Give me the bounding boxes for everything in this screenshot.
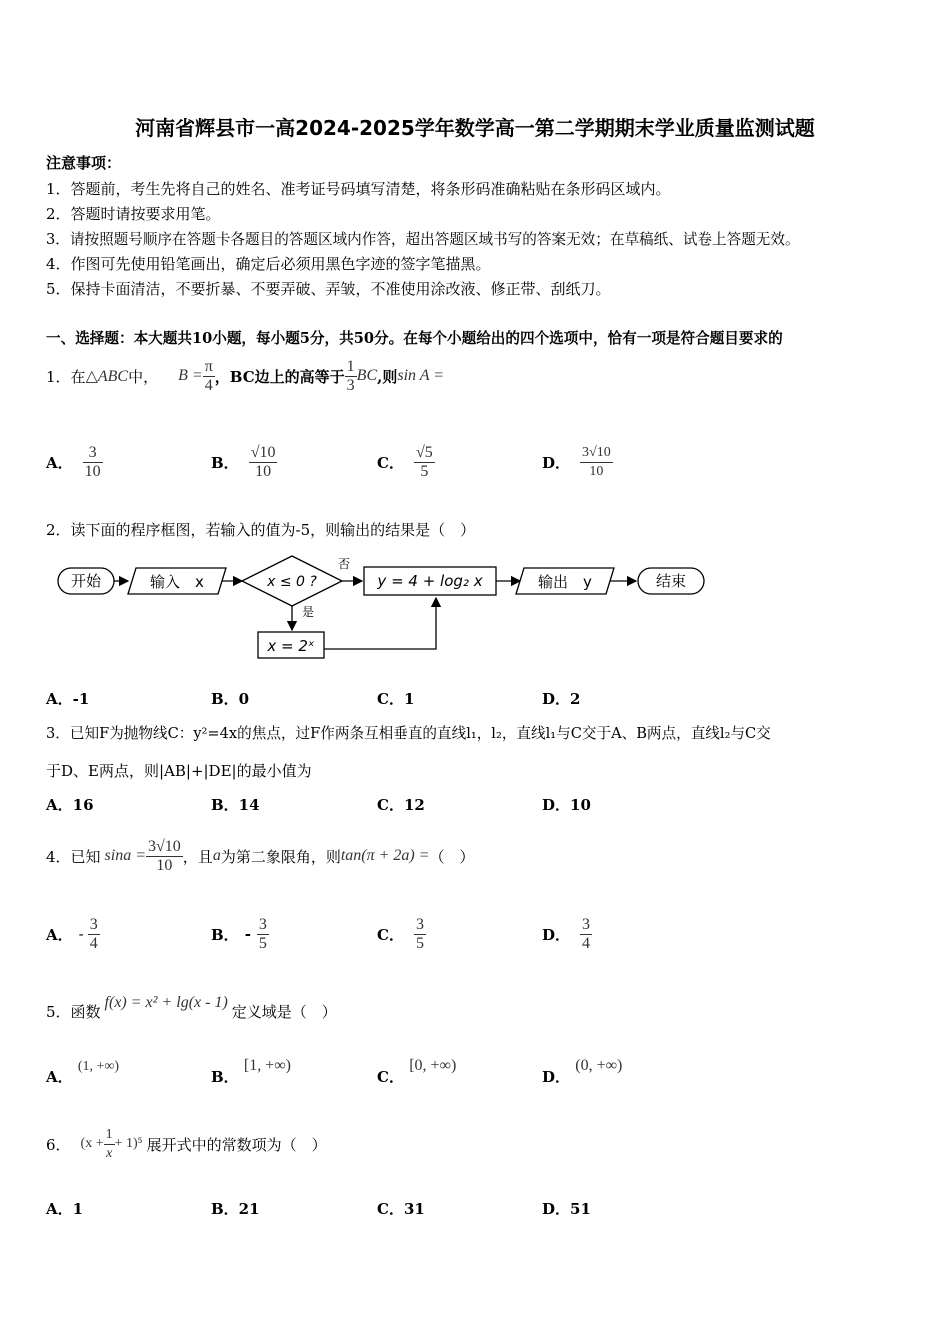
flow-calc: y = 4 + log₂ x	[377, 572, 483, 590]
q4-option-a-label: A．	[46, 925, 73, 944]
q4-d-den: 4	[582, 934, 591, 952]
q5-option-c-value: [0, +∞)	[409, 1057, 457, 1074]
q5-option-d-value: (0, +∞)	[575, 1057, 623, 1074]
q1-triangle: △ABC	[85, 368, 129, 385]
q4-option-b-value	[257, 916, 269, 953]
q4-b-num: 3	[258, 915, 267, 933]
q5-option-b[interactable]	[211, 1054, 292, 1086]
q3-option-b[interactable]: B．14	[211, 796, 260, 814]
q4-sina-fraction	[146, 838, 183, 875]
q4-b-den: 5	[258, 934, 267, 952]
question-6	[46, 1120, 327, 1168]
q4-text-b: ，且	[182, 847, 213, 866]
q3-option-d[interactable]: D．10	[542, 796, 591, 814]
q1-d-num: 3√10	[582, 444, 611, 460]
q1-b-den: 10	[255, 462, 272, 480]
flow-start: 开始	[70, 572, 102, 590]
question-4	[46, 834, 475, 878]
q4-option-a-sign: -	[78, 925, 84, 943]
q1-height-fraction	[345, 358, 357, 395]
question-3-line2: 于D、E两点，则|AB|+|DE|的最小值为	[46, 762, 312, 780]
notice-heading: 注意事项：	[46, 154, 122, 172]
q4-option-a-value	[88, 916, 100, 953]
q6-option-d[interactable]: D．51	[542, 1200, 591, 1218]
q2-option-b[interactable]: B．0	[211, 690, 250, 708]
q6-frac-num: 1	[105, 1126, 113, 1142]
flow-end: 结束	[655, 572, 687, 590]
q4-option-c[interactable]	[377, 912, 426, 956]
q1-c-num: √5	[415, 443, 433, 461]
q4-c-den: 5	[415, 934, 424, 952]
q5-option-d-label: D．	[542, 1068, 571, 1086]
q1-a-num: 3	[88, 443, 97, 461]
q4-sina-den: 10	[156, 856, 173, 874]
q2-option-d[interactable]: D．2	[542, 690, 581, 708]
q1-option-d-value	[580, 444, 613, 481]
q1-option-b-value	[249, 444, 278, 481]
q2-option-c[interactable]: C．1	[377, 690, 415, 708]
q1-height-den: 3	[346, 376, 355, 394]
question-5	[46, 996, 337, 1026]
notice-item-3: 3．请按照题号顺序在答题卡各题目的答题区域内作答，超出答题区域书写的答案无效；在草稿纸、试卷上答题无效。	[46, 231, 800, 248]
q1-d-den: 10	[589, 463, 604, 479]
q4-option-d-value	[580, 916, 592, 953]
q4-sina: sina =	[104, 847, 147, 864]
q1-text-c: ，BC边上的高等于	[214, 367, 345, 386]
q5-text-a: 5．函数	[46, 1002, 101, 1021]
q5-option-d[interactable]	[542, 1054, 623, 1086]
q6-option-b[interactable]: B．21	[211, 1200, 260, 1218]
q3-option-c[interactable]: C．12	[377, 796, 425, 814]
q1-option-a[interactable]	[46, 440, 103, 484]
flow-output: 输出 y	[538, 573, 592, 591]
question-3-line1: 3．已知F为抛物线C：y²=4x的焦点，过F作两条互相垂直的直线l₁，l₂，直线l₁与C交于A、B两点，直线l₂与C交	[46, 725, 771, 742]
q4-c-num: 3	[415, 915, 424, 933]
q4-a-num: 3	[89, 915, 98, 933]
q6-number: 6．	[46, 1135, 71, 1154]
q1-option-d[interactable]	[542, 440, 613, 484]
q1-angle-den: 4	[204, 376, 213, 394]
q4-d-num: 3	[582, 915, 591, 933]
q1-angle-num: π	[204, 357, 213, 375]
q3-option-a[interactable]: A．16	[46, 796, 94, 814]
q1-option-c[interactable]	[377, 440, 435, 484]
notice-item-5: 5．保持卡面清洁，不要折暴、不要弄破、弄皱，不准使用涂改液、修正带、刮纸刀。	[46, 280, 611, 298]
q4-a: a	[212, 847, 221, 864]
q6-option-a[interactable]: A．1	[46, 1200, 84, 1218]
q4-sina-num: 3√10	[148, 837, 181, 855]
q4-option-d-label: D．	[542, 925, 571, 944]
q6-expr-post: + 1)⁵	[114, 1136, 143, 1151]
q4-option-d[interactable]	[542, 912, 592, 956]
q5-text-b: 定义域是（ ）	[231, 1002, 337, 1021]
q4-option-c-label: C．	[377, 925, 404, 944]
flow-assign: x = 2ˣ	[267, 637, 315, 655]
q5-option-c-label: C．	[377, 1068, 404, 1086]
q2-option-a[interactable]: A．-1	[46, 690, 90, 708]
q4-option-b-label: B．	[211, 925, 239, 944]
flow-condition: x ≤ 0 ?	[267, 574, 317, 590]
q1-text-b: 中，	[128, 367, 159, 386]
q5-option-a-value: (1, +∞)	[77, 1059, 120, 1074]
notice-item-4: 4．作图可先使用铅笔画出，确定后必须用黑色字迹的签字笔描黑。	[46, 255, 491, 273]
q6-option-c[interactable]: C．31	[377, 1200, 425, 1218]
page-title: 河南省辉县市一高2024-2025学年数学高一第二学期期末学业质量监测试题	[135, 116, 815, 140]
q6-frac-den: x	[106, 1145, 113, 1161]
q1-option-c-value	[414, 444, 435, 481]
q5-function: f(x) = x² + lg(x - 1)	[104, 994, 228, 1011]
q4-text-d: （ ）	[429, 847, 475, 866]
q4-tan: tan(π + 2a) =	[340, 847, 430, 864]
q1-option-a-value	[83, 444, 103, 481]
q4-option-a[interactable]	[46, 912, 100, 956]
q4-option-b-sign: -	[244, 925, 251, 943]
q1-option-b-label: B．	[211, 453, 239, 472]
q5-option-a[interactable]	[46, 1054, 120, 1086]
q5-option-b-label: B．	[211, 1068, 239, 1086]
q4-text-c: 为第二象限角，则	[220, 847, 341, 866]
question-2: 2．读下面的程序框图，若输入的值为-5，则输出的结果是（ ）	[46, 521, 476, 539]
q4-option-b[interactable]	[211, 912, 269, 956]
q1-option-b[interactable]	[211, 440, 277, 484]
q4-a-den: 4	[89, 934, 98, 952]
q6-text: 展开式中的常数项为（ ）	[146, 1135, 327, 1154]
q5-option-c[interactable]	[377, 1054, 457, 1086]
q6-fraction	[104, 1126, 115, 1163]
notice-item-1: 1．答题前，考生先将自己的姓名、准考证号码填写清楚，将条形码准确粘贴在条形码区域内。	[46, 180, 671, 198]
flow-no-label: 否	[338, 557, 351, 571]
question-1	[46, 356, 444, 396]
q1-height-num: 1	[346, 357, 355, 375]
q1-c-den: 5	[420, 462, 429, 480]
q5-option-b-value: [1, +∞)	[243, 1057, 292, 1074]
flow-input: 输入 x	[150, 573, 204, 591]
q4-option-c-value	[414, 916, 426, 953]
flowchart	[50, 550, 720, 662]
flow-yes-label: 是	[302, 605, 315, 619]
notice-item-2: 2．答题时请按要求用笔。	[46, 205, 221, 223]
q1-bc: BC	[356, 367, 378, 384]
section-heading: 一、选择题：本大题共10小题，每小题5分，共50分。在每个小题给出的四个选项中，恰有一项是符合题目要求的	[46, 330, 783, 347]
q1-option-d-label: D．	[542, 453, 571, 472]
q4-text-a: 4．已知	[46, 847, 101, 866]
q1-text-d: ,则	[377, 367, 398, 386]
q1-text-a: 在	[70, 367, 86, 386]
q1-angle-fraction	[203, 358, 215, 395]
q1-a-den: 10	[84, 462, 101, 480]
q1-number: 1．	[46, 367, 71, 386]
q1-sin: sin A =	[397, 367, 445, 384]
q1-option-c-label: C．	[377, 453, 404, 472]
q5-option-a-label: A．	[46, 1068, 73, 1086]
q1-option-a-label: A．	[46, 453, 73, 472]
q1-b-num: √10	[250, 443, 276, 461]
q1-angle-expr: B =	[178, 367, 203, 384]
q6-expr-pre: (x +	[80, 1136, 104, 1151]
